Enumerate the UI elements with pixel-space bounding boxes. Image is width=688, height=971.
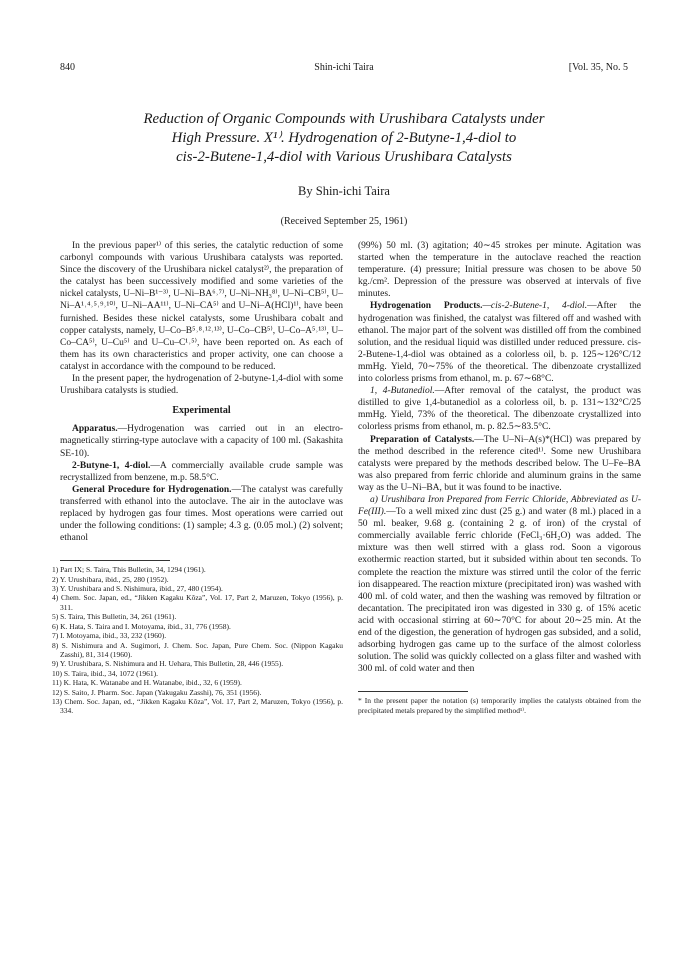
right-column [358, 240, 641, 715]
conditions-continued: (99%) 50 ml. (3) agitation; 40∼45 strokes per minute. Agitation was started when the temperature in the autoclave reached the reaction temperature. (4) pressure; Initial pressure was chosen to be above 50 kg./cm². Depression of the pressure was observed at intervals of five minutes. [358, 241, 641, 300]
star-footnote: * In the present paper the notation (s) temporarily implies the catalysts obtained from the precipitated metals prepared by the simplified method¹⁾. [358, 696, 641, 715]
iron-paragraph [358, 494, 641, 675]
butanediol-paragraph [358, 385, 641, 433]
footnotes [52, 565, 343, 716]
intro-paragraph: In the present paper, the hydrogenation of 2-butyne-1,4-diol with some Urushibara catalysts is studied. [60, 374, 343, 397]
left-column [52, 240, 343, 716]
page-number: 840 [60, 62, 75, 73]
butanediol-text: —After removal of the catalyst, the product was distilled to give 1,4-butanediol as a colorless oil, b. p. 131∼132°C/25 mmHg. Yield, 73% of the theoretical. The dibenzoate crystallized into colorless prisms from ethanol, m. p. 82.5∼83.5°C. [358, 386, 641, 433]
received-date: (Received September 25, 1961) [280, 216, 408, 227]
title-line: Reduction of Organic Compounds with Urushibara Catalysts under [143, 111, 545, 127]
running-title: Shin-ichi Taira [314, 62, 374, 73]
footnote-divider [358, 691, 468, 692]
title-line: cis-2-Butene-1,4-diol with Various Urushibara Catalysts [176, 149, 512, 165]
procedure-text: —The catalyst was carefully transferred with ethanol into the autoclave. The air in the autoclave was replaced by hydrogen gas four times. Most operations were carried out under the following conditions: (1) sample; 4.3 g. (0.05 mol.) (2) solvent; ethanol [60, 484, 343, 544]
products-label: Hydrogenation Products. [370, 301, 483, 312]
author-line: By Shin-ichi Taira [298, 184, 390, 198]
procedure-paragraph [60, 484, 343, 544]
butanediol-label: 1, 4-Butanediol. [370, 386, 435, 397]
paper-title [60, 110, 628, 167]
title-line: High Pressure. X¹⁾. Hydrogenation of 2-Butyne-1,4-diol to [171, 130, 517, 146]
preparation-paragraph [358, 434, 641, 494]
footnote: 2) Y. Urushibara, ibid., 25, 280 (1952). [52, 574, 169, 584]
preparation-text: —The U–Ni–A(s)*(HCl) was prepared by the method described in the reference cited¹⁾. Some new Urushibara catalysts were prepared by the methods described below. The U–Fe–BA was also prepared from ferric chloride and aluminum grains in the same way as the U–Ni–BA, but it was found to be inactive. [358, 434, 641, 493]
procedure-label: General Procedure for Hydrogenation. [72, 484, 232, 495]
footnote: 3) Y. Urushibara and S. Nishimura, ibid., 27, 480 (1954). [52, 584, 223, 594]
products-paragraph [358, 300, 641, 385]
footnote-divider [60, 560, 170, 561]
products-subheading: —cis-2-Butene-1, 4-diol. [482, 301, 588, 312]
apparatus-label: Apparatus. [72, 424, 118, 435]
footnote: 10) S. Taira, ibid., 34, 1072 (1961). [52, 668, 158, 678]
products-text: —After the hydrogenation was finished, the catalyst was filtered off and washed with ethanol. The major part of the solvent was distilled off from the combined solution, and the residual liquid was distilled under reduced pressure. cis-2-Butene-1,4-diol was obtained as a colorless oil, b. p. 125∼126°C/12 mmHg. Yield, 70∼75% of the theoretical. The dibenzoate crystallized into colorless prisms from ethanol, m. p. 67∼68°C. [358, 301, 642, 385]
footnote: 4) Chem. Soc. Japan, ed., “Jikken Kagaku Kôza”, Vol. 17, Part 2, Maruzen, Tokyo (1956), p. 311. [52, 593, 343, 612]
running-header [60, 62, 628, 76]
footnote: 5) S. Taira, This Bulletin, 34, 261 (1961). [52, 612, 177, 622]
butynediol-label: 2-Butyne-1, 4-diol. [72, 460, 151, 471]
iron-label: a) Urushibara Iron Prepared from Ferric Chloride, Abbreviated as U-Fe(III). [358, 494, 641, 518]
apparatus-paragraph [60, 423, 343, 459]
footnote: 7) I. Motoyama, ibid., 33, 232 (1960). [52, 631, 167, 641]
footnote: 11) K. Hata, K. Watanabe and H. Watanabe, ibid., 32, 6 (1959). [52, 678, 242, 688]
footnote: 6) K. Hata, S. Taira and I. Motoyama, ibid., 31, 776 (1958). [52, 621, 231, 631]
footnote: 13) Chem. Soc. Japan, ed., “Jikken Kagaku Kôza”, Vol. 17, Part 2, Maruzen, Tokyo (1956), p. 334. [52, 696, 343, 716]
butynediol-paragraph [60, 460, 343, 484]
section-heading: Experimental [172, 405, 231, 417]
footnote: 8) S. Nishimura and A. Sugimori, J. Chem. Soc. Japan, Pure Chem. Soc. (Nippon Kagaku Zasshi), 81, 314 (1960). [52, 640, 343, 659]
intro-paragraph: In the previous paper¹⁾ of this series, the catalytic reduction of some carbonyl compounds with various Urushibara catalysts was reported. Since the discovery of the Urushibara nickel catalyst²⁾, the preparation of the catalyst has been successively modified and some varieties of the nickel catalysts, U–Ni–B¹⁻³⁾, U–Ni–BA⁶˒⁷⁾, U–Ni–NH₃⁸⁾, U–Ni–CB⁵⁾, U–Ni–A¹˒⁴˒⁵˒⁹˒¹⁰⁾, U–Ni–AA¹¹⁾, U–Ni–CA⁵⁾ and U–Ni–A(HCl)¹⁾, have been furnished. Besides these nickel catalysts, some Urushibara cobalt and copper catalysts, namely, U–Co–B⁵˒⁸˒¹²˒¹³⁾, U–Co–CB⁵⁾, U–Co–A⁵˒¹³⁾, U–Co–CA⁵⁾, U–Cu⁵⁾ and U–Cu–C¹˒⁵⁾, have been reported on. As each of them has its own characteristics and proper activity, one can choose a catalyst in accordance with the compound to be reduced. [60, 241, 343, 372]
volume-info: [Vol. 35, No. 5 [568, 62, 628, 73]
iron-text: —To a well mixed zinc dust (25 g.) and water (8 ml.) placed in a 50 ml. beaker, 9.68 g. (containing 2 g. of iron) of the crystal of commercially available ferric chloride (FeCl₃·6H₂O) was added. The mixture was then well stirred with a glass rod. Soon a vigorous exothermic reaction started, but it subsided within about ten seconds. To complete the reaction the mixture was stirred until the color of the ferric ion disappeared. The reaction mixture (precipitated iron) was washed with 400 ml. of cold water, and then the washing was removed by filtration or decantation. The precipitated iron was digested in 330 g. of 15% acetic acid with occasional stirring at 60∼70°C for about 20∼25 min. At the end of the digestion, the generation of hydrogen gas subsided, and a solid, adsorbing hydrogen gas came up to the surface of the almost colorless solution. The solid was quickly collected on a glass filter and washed with 300 ml. of cold water and then [358, 507, 641, 675]
footnote: 1) Part IX; S. Taira, This Bulletin, 34, 1294 (1961). [52, 565, 206, 575]
apparatus-text: —Hydrogenation was carried out in an electro-magnetically stirring-type autoclave with a capacity of 100 ml. (Sakashita SE-10). [60, 424, 343, 459]
footnote: 12) S. Saito, J. Pharm. Soc. Japan (Yakugaku Zasshi), 76, 351 (1956). [52, 687, 262, 697]
butynediol-text: —A commercially available crude sample was recrystallized from benzene, m.p. 58.5°C. [60, 460, 343, 483]
footnote: 9) Y. Urushibara, S. Nishimura and H. Uehara, This Bulletin, 28, 446 (1955). [52, 659, 284, 669]
preparation-label: Preparation of Catalysts. [370, 434, 475, 445]
